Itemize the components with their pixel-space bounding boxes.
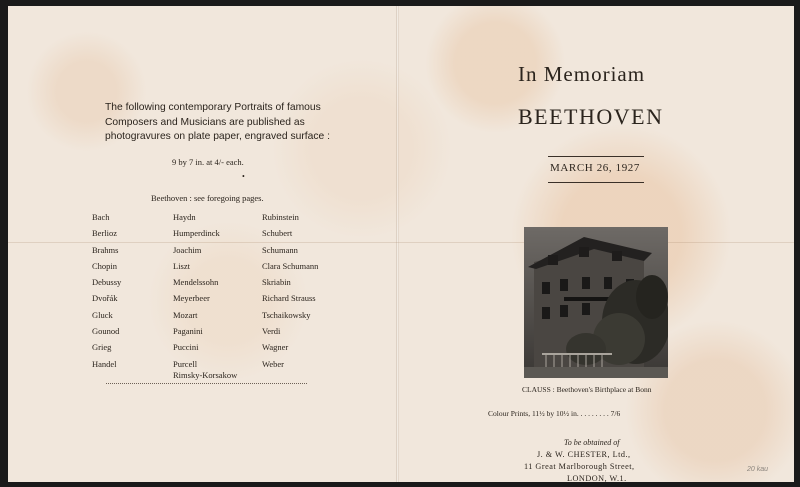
composer-name: Meyerbeer: [173, 293, 210, 304]
composer-name: Mendelssohn: [173, 277, 219, 288]
composer-name: Debussy: [92, 277, 122, 288]
composer-column-3: [262, 209, 318, 372]
publisher-city: LONDON, W.1.: [567, 474, 627, 483]
publisher-address: 11 Great Marlborough Street,: [524, 462, 635, 471]
composer-name: Rubinstein: [262, 212, 299, 222]
composer-name: Brahms: [92, 244, 119, 255]
composer-name: Chopin: [92, 260, 118, 271]
composer-name: Mozart: [173, 309, 198, 320]
composer-column-1: [92, 209, 121, 372]
composer-name: Weber: [262, 358, 284, 369]
birthplace-photograph: [524, 227, 668, 378]
composer-name: Clara Schumann: [262, 260, 319, 271]
composer-name: Grieg: [92, 342, 112, 353]
composer-name: Tschaikowsky: [262, 309, 311, 320]
colour-prints-price: Colour Prints, 11½ by 10½ in. . . . . . . . . 7/6: [488, 409, 621, 418]
pamphlet-sheet: [8, 6, 794, 482]
composer-name: Berlioz: [92, 228, 118, 239]
publisher-name: J. & W. CHESTER, Ltd.,: [537, 450, 631, 459]
center-fold: [396, 6, 399, 482]
composer-name: Handel: [92, 358, 117, 369]
composer-name: Skriabin: [262, 277, 291, 288]
composer-name: Haydn: [173, 212, 196, 222]
title-beethoven: BEETHOVEN: [518, 104, 664, 129]
horizontal-crease: [8, 242, 794, 243]
composer-column-2: [173, 209, 220, 372]
composer-name: Wagner: [262, 342, 289, 353]
composer-name: Puccini: [173, 342, 199, 353]
dot-mark: •: [242, 172, 245, 181]
composer-name: Gounod: [92, 326, 120, 337]
composer-name: Richard Strauss: [262, 293, 316, 304]
composer-name: Purcell: [173, 358, 198, 369]
composer-name: Bach: [92, 212, 110, 222]
composer-name-last: Rimsky-Korsakow: [173, 370, 238, 380]
composer-name: Verdi: [262, 326, 281, 337]
price-line: 9 by 7 in. at 4/- each.: [172, 157, 244, 167]
composer-name: Dvořák: [92, 293, 118, 304]
date-rule-top: [548, 156, 644, 157]
beethoven-note: Beethoven : see foregoing pages.: [151, 193, 264, 203]
composer-name: Schumann: [262, 244, 298, 255]
composer-name: Humperdinck: [173, 228, 220, 239]
photo-caption: CLAUSS : Beethoven's Birthplace at Bonn: [522, 385, 652, 394]
dotted-divider: [106, 383, 307, 384]
composer-name: Joachim: [173, 244, 202, 255]
composer-name: Schubert: [262, 228, 293, 239]
composer-name: Paganini: [173, 326, 203, 337]
title-in-memoriam: In Memoriam: [518, 62, 646, 86]
date-rule-bottom: [548, 182, 644, 183]
memorial-date: MARCH 26, 1927: [550, 162, 640, 174]
composer-name: Gluck: [92, 309, 113, 320]
pencil-annotation: 20 kau: [747, 466, 769, 473]
obtain-note: To be obtained of: [564, 438, 620, 447]
composer-name: Liszt: [173, 260, 190, 271]
intro-paragraph: The following contemporary Portraits of famous Composers and Musicians are published as photogravures on plate paper, engraved surface :: [105, 102, 330, 142]
